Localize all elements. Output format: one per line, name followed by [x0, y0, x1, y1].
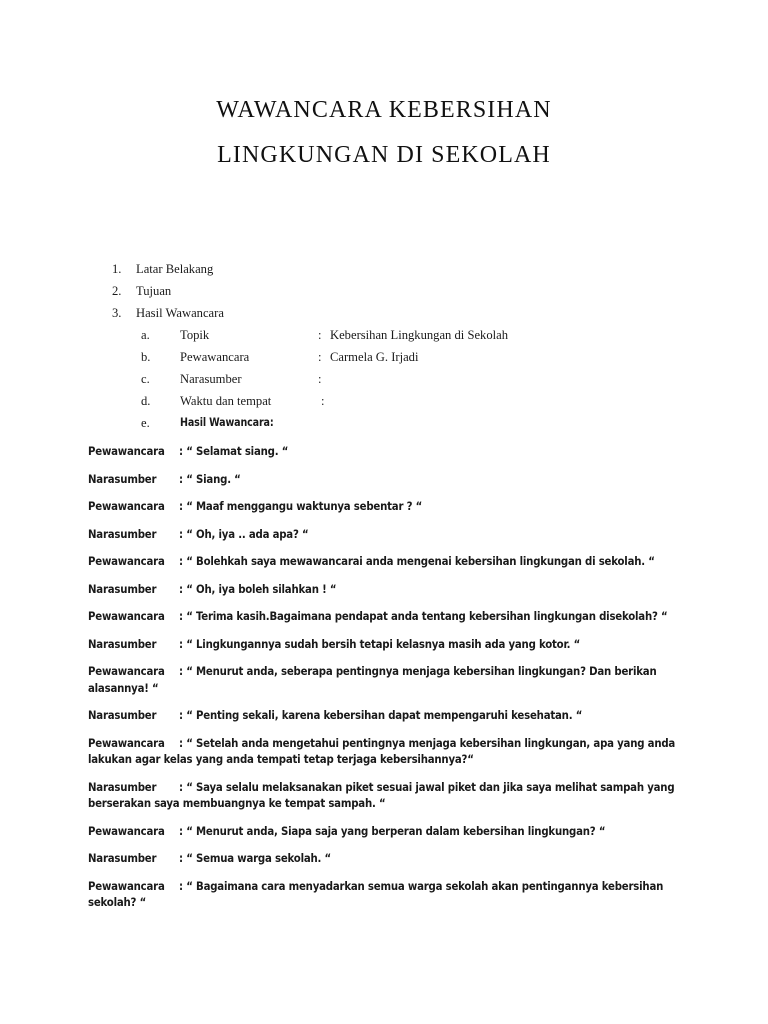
dialogue-separator: : [179, 879, 187, 893]
dialogue-utterance: “ Maaf menggangu waktunya sebentar ? “ [186, 500, 423, 513]
dialogue-utterance: “ Semua warga sekolah. “ [186, 852, 332, 865]
sub-item-label: Hasil Wawancara: [180, 416, 274, 429]
dialogue-speaker: Pewawancara [88, 500, 165, 513]
dialogue-speaker: Pewawancara [88, 879, 165, 893]
sub-item-marker: e. [141, 416, 150, 430]
dialogue-speaker: Narasumber [88, 852, 157, 865]
sub-item-label: Pewawancara [180, 350, 250, 364]
dialogue-turn [88, 708, 684, 725]
sub-item-marker: a. [141, 328, 150, 342]
outline-label: Latar Belakang [136, 262, 214, 276]
dialogue-separator: : [179, 709, 187, 722]
dialogue-speaker: Narasumber [88, 472, 157, 486]
dialogue-separator: : [179, 637, 187, 651]
dialogue-speaker: Pewawancara [88, 555, 165, 568]
dialogue-utterance: “ Oh, iya .. ada apa? “ [186, 527, 309, 541]
dialogue-utterance: “ Menurut anda, Siapa saja yang berperan dalam kebersihan lingkungan? “ [186, 824, 606, 838]
sub-item-narasumber [0, 368, 768, 390]
dialogue-speaker: Narasumber [88, 780, 157, 794]
dialogue-utterance: “ Bolehkah saya mewawancarai anda mengenai kebersihan lingkungan di sekolah. “ [186, 555, 655, 568]
dialogue-separator: : [179, 472, 187, 486]
page-title-line-1: WAWANCARA KEBERSIHAN [216, 97, 552, 123]
dialogue-utterance: “ Selamat siang. “ [186, 445, 289, 458]
sub-item-label: Waktu dan tempat [180, 394, 272, 408]
dialogue-utterance: “ Siang. “ [186, 472, 241, 486]
sub-item-marker: b. [141, 350, 151, 364]
dialogue-speaker: Narasumber [88, 527, 157, 541]
dialogue-separator: : [179, 610, 187, 623]
dialogue-speaker: Pewawancara [88, 824, 165, 838]
outline-marker: 3. [112, 306, 122, 320]
outline-list [0, 258, 768, 434]
sub-item-label: Topik [180, 328, 210, 342]
dialogue-turn [88, 637, 684, 654]
outline-item-hasil-wawancara [0, 302, 768, 324]
dialogue-turn [88, 609, 684, 626]
dialogue-separator: : [179, 780, 187, 794]
dialogue-turn [88, 554, 684, 571]
outline-label: Tujuan [136, 284, 172, 298]
sub-item-pewawancara [0, 346, 768, 368]
sub-item-marker: c. [141, 372, 150, 386]
sub-item-colon: : [318, 372, 322, 386]
dialogue-separator: : [179, 824, 187, 838]
dialogue-utterance: “ Saya selalu melaksanakan piket sesuai jawal piket dan jika saya melihat sampah yang berserakan saya membuangnya ke tempat sampah. “ [88, 780, 675, 810]
dialogue-separator: : [179, 736, 187, 750]
dialogue-speaker: Pewawancara [88, 736, 165, 750]
dialogue-speaker: Narasumber [88, 709, 157, 722]
dialogue-speaker: Pewawancara [88, 610, 165, 623]
dialogue-utterance: “ Setelah anda mengetahui pentingnya menjaga kebersihan lingkungan, apa yang anda lakukan agar kelas yang anda tempati tetap terjaga kebersihannya?“ [88, 736, 676, 766]
outline-marker: 1. [112, 262, 122, 276]
sub-item-topik [0, 324, 768, 346]
dialogue-turn [88, 527, 684, 544]
dialogue-turn [88, 472, 684, 489]
sub-item-value: Carmela G. Irjadi [330, 350, 419, 364]
sub-item-hasil-wawancara [0, 412, 768, 434]
dialogue-turn [88, 780, 684, 813]
sub-item-label: Narasumber [180, 372, 242, 386]
dialogue-separator: : [179, 555, 187, 568]
dialogue-utterance: “ Lingkungannya sudah bersih tetapi kelasnya masih ada yang kotor. “ [186, 637, 581, 651]
dialogue-separator: : [179, 582, 187, 596]
sub-item-value: Kebersihan Lingkungan di Sekolah [330, 328, 509, 342]
dialogue-turn [88, 499, 684, 516]
dialogue-turn [88, 736, 684, 769]
sub-item-colon: : [318, 328, 322, 342]
dialogue-turn [88, 582, 684, 599]
page-title-line-2: LINGKUNGAN DI SEKOLAH [217, 142, 551, 168]
dialogue-speaker: Pewawancara [88, 665, 165, 678]
dialogue-utterance: “ Bagaimana cara menyadarkan semua warga sekolah akan pentingannya kebersihan sekolah? “ [88, 879, 664, 909]
sub-item-marker: d. [141, 394, 151, 408]
dialogue-turn [88, 851, 684, 868]
dialogue-separator: : [179, 527, 187, 541]
dialogue-utterance: “ Menurut anda, seberapa pentingnya menjaga kebersihan lingkungan? Dan berikan alasannya! “ [88, 665, 657, 695]
dialogue-separator: : [179, 500, 187, 513]
dialogue-separator: : [179, 665, 187, 678]
dialogue-speaker: Narasumber [88, 637, 157, 651]
dialogue-turn [88, 664, 684, 697]
outline-marker: 2. [112, 284, 122, 298]
dialogue-turn [88, 824, 684, 841]
sub-item-colon: : [321, 394, 325, 408]
dialogue-separator: : [179, 852, 187, 865]
interview-transcript [88, 444, 684, 923]
dialogue-utterance: “ Terima kasih.Bagaimana pendapat anda tentang kebersihan lingkungan disekolah? “ [186, 610, 668, 623]
outline-item-latar-belakang [0, 258, 768, 280]
dialogue-turn [88, 444, 684, 461]
outline-label: Hasil Wawancara [136, 306, 224, 320]
dialogue-speaker: Pewawancara [88, 445, 165, 458]
dialogue-utterance: “ Penting sekali, karena kebersihan dapat mempengaruhi kesehatan. “ [186, 709, 583, 722]
sub-item-waktu-dan-tempat [0, 390, 768, 412]
dialogue-utterance: “ Oh, iya boleh silahkan ! “ [186, 582, 337, 596]
outline-item-tujuan [0, 280, 768, 302]
sub-item-colon: : [318, 350, 322, 364]
page-title [0, 88, 768, 178]
dialogue-separator: : [179, 445, 187, 458]
dialogue-speaker: Narasumber [88, 582, 157, 596]
dialogue-turn [88, 879, 684, 912]
